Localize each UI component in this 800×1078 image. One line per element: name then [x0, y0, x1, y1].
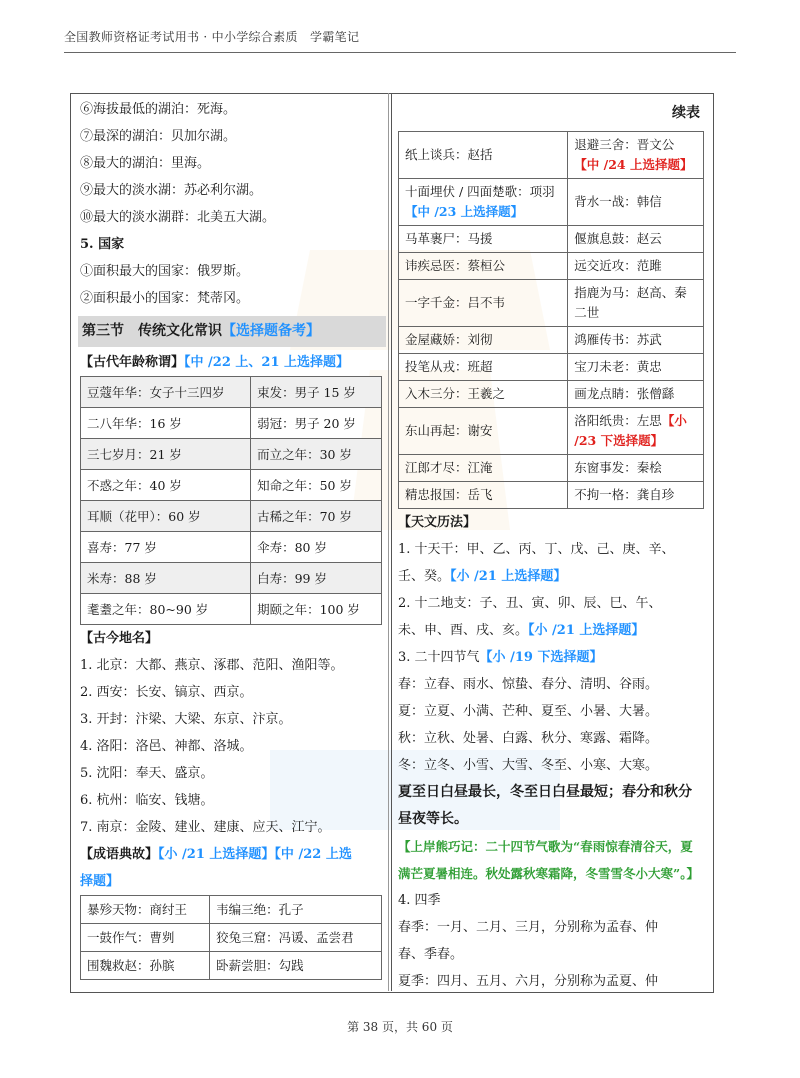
country-item: ①面积最大的国家：俄罗斯。 [80, 264, 250, 279]
country-heading: 5. 国家 [80, 237, 125, 252]
exam-tag: 【中 /24 上选择题】 [574, 157, 693, 172]
table-row [81, 563, 382, 594]
table-cell: 狡兔三窟：冯谖、孟尝君 [210, 924, 382, 952]
age-tag: 【中 /22 上、21 上选择题】 [184, 355, 350, 370]
table-cell: 江郎才尽：江淹 [399, 455, 568, 482]
table-row [81, 924, 382, 952]
table-row [399, 226, 704, 253]
table-cell: 东山再起：谢安 [399, 408, 568, 455]
table-cell: 耳顺（花甲）：60 岁 [81, 501, 251, 532]
age-table [80, 376, 382, 625]
place-item: 6. 杭州：临安、钱塘。 [80, 793, 214, 808]
table-cell: 纸上谈兵：赵括 [399, 132, 568, 179]
table-row [399, 455, 704, 482]
stems-line: 壬、癸。 [398, 569, 451, 584]
season-line: 春、季春。 [398, 947, 464, 962]
table-cell: 远交近攻：范雎 [568, 253, 704, 280]
table-cell: 画龙点睛：张僧繇 [568, 381, 704, 408]
page-number: 第 38 页，共 60 页 [347, 1020, 453, 1034]
lake-item: ⑩最大的淡水湖群：北美五大湖。 [80, 210, 276, 225]
table-cell: 弱冠：男子 20 岁 [251, 408, 382, 439]
season-terms: 春：立春、雨水、惊蛰、春分、清明、谷雨。 [398, 677, 659, 692]
table-cell: 知命之年：50 岁 [251, 470, 382, 501]
solar-terms-heading: 3. 二十四节气 [398, 650, 480, 665]
astro-heading: 【天文历法】 [398, 515, 477, 530]
exam-tag: 【小 /21 上选择题】 [528, 623, 645, 638]
cell-text: 十面埋伏 / 四面楚歌：项羽 [405, 184, 555, 199]
table-cell: 韦编三绝：孔子 [210, 896, 382, 924]
place-item: 2. 西安：长安、镐京、西京。 [80, 685, 253, 700]
table-cell [568, 132, 704, 179]
right-column [398, 96, 704, 995]
table-cell: 不惑之年：40 岁 [81, 470, 251, 501]
cell-text: 洛阳纸贵：左思 [574, 413, 662, 428]
branches-line: 未、申、酉、戌、亥。 [398, 623, 529, 638]
table-row [81, 532, 382, 563]
table-cell [568, 408, 704, 455]
table-cell: 米寿：88 岁 [81, 563, 251, 594]
table-cell: 卧薪尝胆：勾践 [210, 952, 382, 980]
season-line: 夏季：四月、五月、六月，分别称为孟夏、仲 [398, 974, 659, 989]
stems-line: 1. 十天干：甲、乙、丙、丁、戊、己、庚、辛、 [398, 542, 675, 557]
table-row [399, 354, 704, 381]
continued-label: 续表 [672, 105, 700, 121]
column-divider [391, 93, 392, 991]
table-cell [399, 179, 568, 226]
table-row [81, 470, 382, 501]
table-row [399, 482, 704, 509]
age-heading: 【古代年龄称谓】 [80, 355, 185, 370]
left-column [80, 96, 382, 980]
lake-item: ⑥海拔最低的湖泊：死海。 [80, 102, 237, 117]
table-cell: 豆蔻年华：女子十三四岁 [81, 377, 251, 408]
place-item: 7. 南京：金陵、建业、建康、应天、江宁。 [80, 820, 331, 835]
season-line: 春季：一月、二月、三月，分别称为孟春、仲 [398, 920, 659, 935]
branches-line: 2. 十二地支：子、丑、寅、卯、辰、巳、午、 [398, 596, 662, 611]
section-title [78, 316, 386, 347]
table-cell: 古稀之年：70 岁 [251, 501, 382, 532]
season-terms: 夏：立夏、小满、芒种、夏至、小暑、大暑。 [398, 704, 659, 719]
column-divider-inner [388, 93, 389, 991]
place-item: 4. 洛阳：洛邑、神都、洛城。 [80, 739, 253, 754]
memory-tip: 【上岸熊巧记：二十四节气歌为“春雨惊春清谷天，夏 [398, 839, 693, 854]
lake-item: ⑨最大的淡水湖：苏必利尔湖。 [80, 183, 263, 198]
place-item: 3. 开封：汴梁、大梁、东京、汴京。 [80, 712, 292, 727]
key-fact: 夏至日白昼最长，冬至日白昼最短；春分和秋分 [398, 784, 692, 800]
place-item: 1. 北京：大都、燕京、涿郡、范阳、渔阳等。 [80, 658, 344, 673]
table-cell: 喜寿：77 岁 [81, 532, 251, 563]
table-cell: 讳疾忌医：蔡桓公 [399, 253, 568, 280]
table-cell: 马革裹尸：马援 [399, 226, 568, 253]
table-cell: 投笔从戎：班超 [399, 354, 568, 381]
table-row [81, 377, 382, 408]
table-cell: 一字千金：吕不韦 [399, 280, 568, 327]
table-row [399, 280, 704, 327]
header-rule [64, 52, 736, 53]
exam-tag: 【中 /23 上选择题】 [405, 204, 524, 219]
table-cell: 鸿雁传书：苏武 [568, 327, 704, 354]
section-tag: 【选择题备考】 [222, 323, 320, 339]
exam-tag: 【小 /19 下选择题】 [479, 650, 603, 665]
country-item: ②面积最小的国家：梵蒂冈。 [80, 291, 250, 306]
table-cell: 期颐之年：100 岁 [251, 594, 382, 625]
lake-item: ⑧最大的湖泊：里海。 [80, 156, 211, 171]
table-cell: 背水一战：韩信 [568, 179, 704, 226]
table-row [399, 179, 704, 226]
table-row [81, 408, 382, 439]
four-seasons-heading: 4. 四季 [398, 893, 441, 908]
table-cell: 白寿：99 岁 [251, 563, 382, 594]
table-cell: 偃旗息鼓：赵云 [568, 226, 704, 253]
exam-tag: 【小 /21 上选择题】 [450, 569, 567, 584]
idiom-tag-cont: 择题】 [80, 874, 120, 889]
table-cell: 围魏救赵：孙膑 [81, 952, 210, 980]
table-cell: 金屋藏娇：刘彻 [399, 327, 568, 354]
table-row [81, 439, 382, 470]
section-title-text: 第三节 传统文化常识 [82, 323, 222, 339]
running-header: 全国教师资格证考试用书 · 中小学综合素质 学霸笔记 [64, 30, 360, 44]
table-cell: 一鼓作气：曹刿 [81, 924, 210, 952]
exam-tag: 【小 /23 下选择题】 [574, 413, 687, 448]
table-row [399, 327, 704, 354]
table-cell: 束发：男子 15 岁 [251, 377, 382, 408]
lake-item: ⑦最深的湖泊：贝加尔湖。 [80, 129, 237, 144]
table-cell: 耄耋之年：80~90 岁 [81, 594, 251, 625]
idiom-heading: 【成语典故】 [80, 847, 159, 862]
table-row [81, 896, 382, 924]
table-cell: 东窗事发：秦桧 [568, 455, 704, 482]
table-row [399, 132, 704, 179]
idiom-table-continued [398, 131, 704, 509]
table-row [399, 381, 704, 408]
table-row [81, 501, 382, 532]
table-cell: 宝刀未老：黄忠 [568, 354, 704, 381]
table-cell: 二八年华：16 岁 [81, 408, 251, 439]
table-row [81, 952, 382, 980]
place-heading: 【古今地名】 [80, 631, 159, 646]
table-cell: 精忠报国：岳飞 [399, 482, 568, 509]
table-cell: 暴殄天物：商纣王 [81, 896, 210, 924]
idiom-tag: 【小 /21 上选择题】 [158, 847, 275, 862]
key-fact: 昼夜等长。 [398, 811, 468, 827]
season-terms: 冬：立冬、小雪、大雪、冬至、小寒、大寒。 [398, 758, 659, 773]
memory-tip: 满芒夏暑相连。秋处露秋寒霜降，冬雪雪冬小大寒”。】 [398, 866, 699, 881]
table-row [81, 594, 382, 625]
place-item: 5. 沈阳：奉天、盛京。 [80, 766, 214, 781]
table-cell: 伞寿：80 岁 [251, 532, 382, 563]
table-cell: 而立之年：30 岁 [251, 439, 382, 470]
table-cell: 入木三分：王羲之 [399, 381, 568, 408]
idiom-tag: 【中 /22 上选 [274, 847, 352, 862]
cell-text: 退避三舍：晋文公 [574, 137, 675, 152]
table-cell: 指鹿为马：赵高、秦二世 [568, 280, 704, 327]
season-terms: 秋：立秋、处暑、白露、秋分、寒露、霜降。 [398, 731, 659, 746]
table-cell: 不拘一格：龚自珍 [568, 482, 704, 509]
table-cell: 三七岁月：21 岁 [81, 439, 251, 470]
table-row [399, 253, 704, 280]
table-row [399, 408, 704, 455]
idiom-table [80, 895, 382, 980]
